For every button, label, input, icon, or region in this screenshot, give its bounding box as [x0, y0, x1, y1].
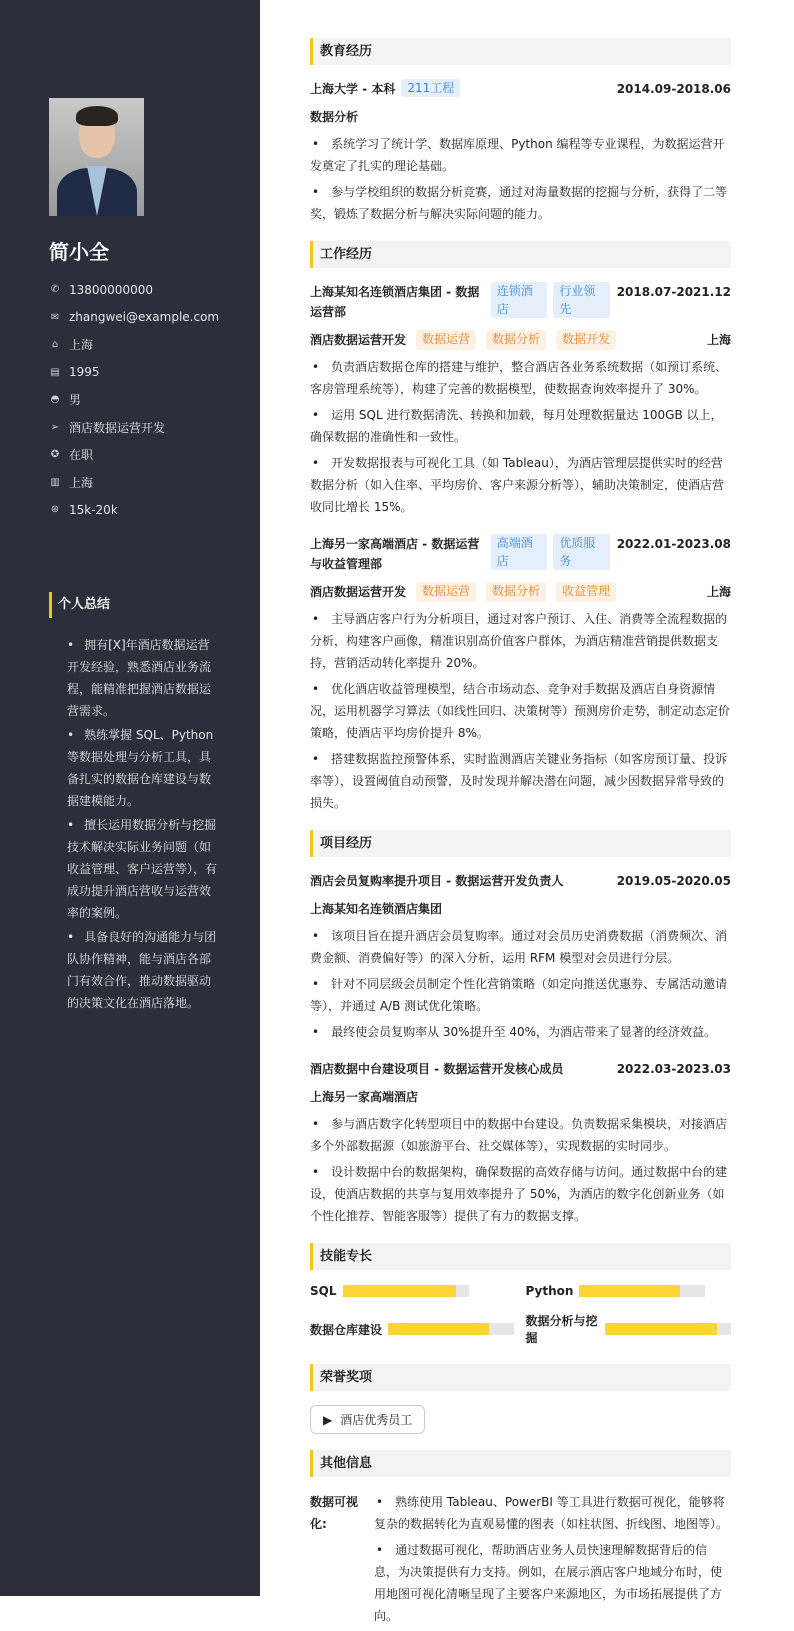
project-org: 上海某知名连锁酒店集团 — [310, 902, 443, 916]
honor-label: 酒店优秀员工 — [340, 1413, 413, 1427]
skill-tag: 数据开发 — [556, 330, 616, 350]
section-projects: 项目经历 — [310, 830, 731, 857]
position: 酒店数据运营开发 — [69, 420, 166, 435]
send-icon: ➢ — [50, 421, 60, 433]
skill-tag: 数据运营 — [416, 330, 476, 350]
skill-bar — [605, 1323, 731, 1335]
skill-row — [310, 1312, 516, 1346]
company-tag: 行业领先 — [553, 282, 610, 318]
skill-bar-fill — [388, 1323, 489, 1335]
job-role: 酒店数据运营开发 — [310, 333, 407, 347]
status: 在职 — [69, 448, 94, 463]
skill-name: 数据分析与挖掘 — [525, 1314, 598, 1345]
target-city: 上海 — [69, 475, 94, 490]
section-work: 工作经历 — [310, 241, 731, 268]
job-item: • 负责酒店数据仓库的搭建与维护，整合酒店各业务系统数据（如预订系统、客房管理系统等），构建了完善的数据模型，使数据查询效率提升了 30%。 — [310, 356, 731, 400]
project-date: 2022.03-2023.03 — [616, 1062, 731, 1076]
contact-info — [49, 276, 219, 524]
skill-name: 数据仓库建设 — [310, 1322, 383, 1337]
salary: 15k-20k — [69, 502, 118, 517]
building-icon: ▥ — [50, 476, 60, 488]
job-date: 2022.01-2023.08 — [616, 537, 731, 551]
gender-icon: ◓ — [50, 394, 60, 406]
location: 上海 — [69, 338, 94, 353]
phone: 13800000000 — [69, 282, 153, 297]
job-item: • 搭建数据监控预警体系，实时监测酒店关键业务指标（如客房预订量、投诉率等），设置阈值自动预警，及时发现并解决潜在问题，减少因数据异常导致的损失。 — [310, 748, 731, 814]
edu-item: • 参与学校组织的数据分析竞赛，通过对海量数据的挖掘与分析，获得了二等奖，锻炼了数据分析与解决实际问题的能力。 — [310, 181, 731, 225]
skill-bar-fill — [605, 1323, 717, 1335]
summary-list — [67, 634, 217, 1016]
company-tag: 优质服务 — [553, 534, 610, 570]
company: 上海某知名连锁酒店集团 - 数据运营部 — [310, 285, 480, 319]
skill-tag: 数据分析 — [486, 330, 546, 350]
summary-heading: 个人总结 — [49, 592, 110, 618]
job-item: • 开发数据报表与可视化工具（如 Tableau），为酒店管理层提供实时的经营数据分析（如入住率、平均房价、客户来源分析等），辅助决策制定，使酒店营收同比增长 15%。 — [310, 452, 731, 518]
summary-item: • 擅长运用数据分析与挖掘技术解决实际业务问题（如收益管理、客户运营等），有成功提升酒店营收与运营效率的案例。 — [67, 814, 217, 924]
company-tag: 连锁酒店 — [491, 282, 548, 318]
sidebar — [0, 0, 260, 1596]
summary-item: • 熟练掌握 SQL、Python 等数据处理与分析工具，具备扎实的数据仓库建设与数据建模能力。 — [67, 724, 217, 812]
summary-item: • 拥有[X]年酒店数据运营开发经验，熟悉酒店业务流程，能精准把握酒店数据运营需求。 — [67, 634, 217, 722]
job-item: • 主导酒店客户行为分析项目，通过对客户预订、入住、消费等全流程数据的分析，构建客户画像，精准识别高价值客户群体，为酒店精准营销提供数据支持，营销活动转化率提升 20%。 — [310, 608, 731, 674]
job-role: 酒店数据运营开发 — [310, 585, 407, 599]
job-item: • 运用 SQL 进行数据清洗、转换和加载，每月处理数据量达 100GB 以上，确保数据的准确性和一致性。 — [310, 404, 731, 448]
skill-tag: 收益管理 — [556, 582, 616, 602]
phone-icon: ✆ — [50, 284, 60, 296]
project-name: 酒店会员复购率提升项目 - 数据运营开发负责人 — [310, 874, 564, 888]
section-education: 教育经历 — [310, 38, 731, 65]
avatar-photo — [49, 98, 144, 216]
status-icon: ✪ — [50, 449, 60, 461]
skill-bar — [343, 1285, 469, 1297]
candidate-name: 简小全 — [49, 240, 109, 264]
job-entry — [310, 534, 731, 814]
home-icon: ⌂ — [51, 339, 59, 351]
skill-bar — [388, 1323, 514, 1335]
mail-icon: ✉ — [50, 311, 60, 323]
project-name: 酒店数据中台建设项目 - 数据运营开发核心成员 — [310, 1062, 564, 1076]
job-date: 2018.07-2021.12 — [616, 285, 731, 299]
project-date: 2019.05-2020.05 — [616, 874, 731, 888]
project-org: 上海另一家高端酒店 — [310, 1090, 419, 1104]
job-item: • 优化酒店收益管理模型，结合市场动态、竞争对手数据及酒店自身资源情况，运用机器学习算法（如线性回归、决策树等）预测房价走势，制定动态定价策略，使酒店平均房价提升 8%。 — [310, 678, 731, 744]
section-other: 其他信息 — [310, 1450, 731, 1477]
skill-tag: 数据运营 — [416, 582, 476, 602]
main-content — [310, 38, 731, 1631]
other-item: • 通过数据可视化，帮助酒店业务人员快速理解数据背后的信息，为决策提供有力支持。例如，在展示酒店客户地域分布时，使用地图可视化清晰呈现了主要客户来源地区，为市场拓展提供了方向。 — [374, 1539, 731, 1627]
skill-bar-fill — [579, 1285, 680, 1297]
email[interactable]: zhangwei@example.com — [69, 310, 220, 325]
section-honors: 荣誉奖项 — [310, 1364, 731, 1391]
other-item: • 熟练使用 Tableau、PowerBI 等工具进行数据可视化，能够将复杂的数据转化为直观易懂的图表（如柱状图、折线图、地图等）。 — [374, 1491, 731, 1535]
project-item: • 最终使会员复购率从 30%提升至 40%，为酒店带来了显著的经济效益。 — [310, 1021, 731, 1043]
play-icon: ▶ — [323, 1412, 333, 1427]
project-item: • 参与酒店数字化转型项目中的数据中台建设。负责数据采集模块，对接酒店多个外部数据源（如旅游平台、社交媒体等），实现数据的实时同步。 — [310, 1113, 731, 1157]
school: 上海大学 - 本科 — [310, 82, 396, 96]
honor-badge — [310, 1405, 425, 1434]
other-label: 数据可视化: — [310, 1495, 359, 1531]
major: 数据分析 — [310, 110, 359, 124]
project-item: • 针对不同层级会员制定个性化营销策略（如定向推送优惠券、专属活动邀请等），并通过 A/B 测试优化策略。 — [310, 973, 731, 1017]
school-tag: 211工程 — [401, 79, 460, 97]
edu-item: • 系统学习了统计学、数据库原理、Python 编程等专业课程，为数据运营开发奠定了扎实的理论基础。 — [310, 133, 731, 177]
skill-bar — [579, 1285, 705, 1297]
job-entry — [310, 282, 731, 518]
project-item: • 设计数据中台的数据架构，确保数据的高效存储与访问。通过数据中台的建设，使酒店数据的共享与复用效率提升了 50%，为酒店的数字化创新业务（如个性化推荐、智能客服等）提供了有力的数据支撑。 — [310, 1161, 731, 1227]
summary-item: • 具备良好的沟通能力与团队协作精神，能与酒店各部门有效合作，推动数据驱动的决策文化在酒店落地。 — [67, 926, 217, 1014]
section-skills: 技能专长 — [310, 1243, 731, 1270]
project-item: • 该项目旨在提升酒店会员复购率。通过对会员历史消费数据（消费频次、消费金额、消费偏好等）的深入分析，运用 RFM 模型对会员进行分层。 — [310, 925, 731, 969]
cake-icon: ▤ — [50, 366, 60, 378]
job-city: 上海 — [706, 585, 731, 599]
project-entry — [310, 1059, 731, 1227]
gender: 男 — [69, 393, 82, 408]
edu-date: 2014.09-2018.06 — [616, 82, 731, 96]
skill-name: SQL — [310, 1284, 337, 1298]
job-city: 上海 — [706, 333, 731, 347]
birth-year: 1995 — [69, 365, 100, 380]
skill-bar-fill — [343, 1285, 456, 1297]
company: 上海另一家高端酒店 - 数据运营与收益管理部 — [310, 537, 480, 571]
skill-tag: 数据分析 — [486, 582, 546, 602]
skill-name: Python — [525, 1284, 574, 1298]
company-tag: 高端酒店 — [491, 534, 548, 570]
skill-row — [526, 1312, 732, 1346]
skill-row — [526, 1284, 732, 1298]
project-entry — [310, 871, 731, 1043]
salary-icon: ⊛ — [50, 504, 60, 516]
skill-row — [310, 1284, 516, 1298]
